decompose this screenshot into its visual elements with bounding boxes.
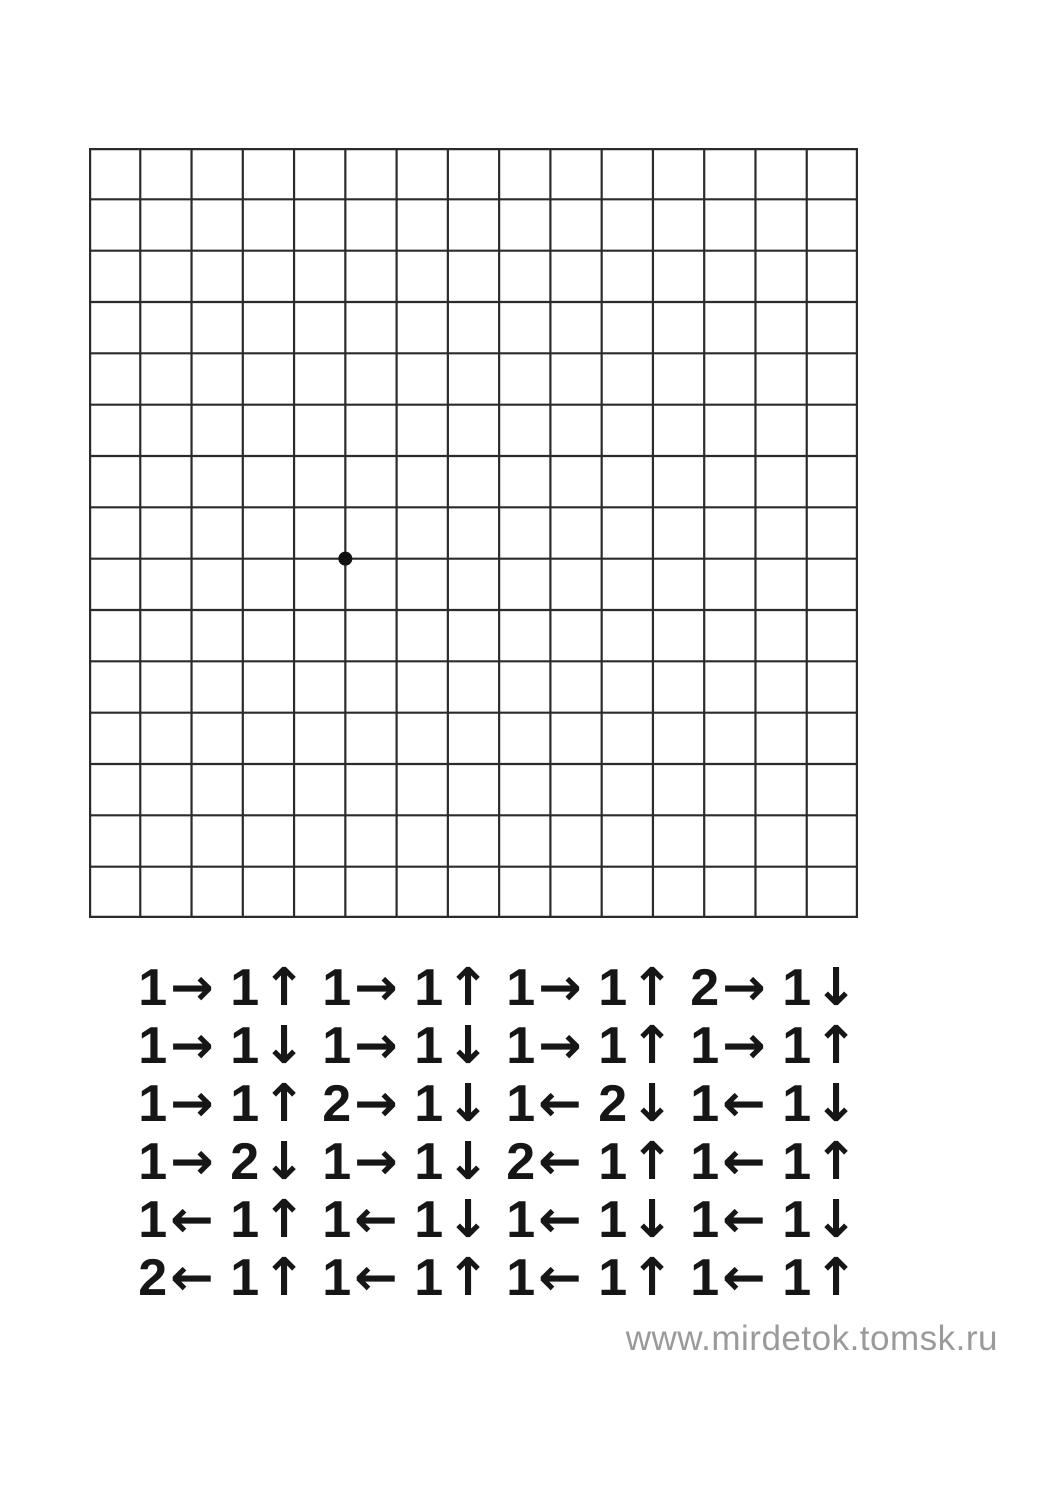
- step-count: 1: [230, 1017, 260, 1075]
- step-count: 1: [414, 1075, 444, 1133]
- direction-arrow-icon: →: [722, 958, 766, 1018]
- step-count: 1: [414, 959, 444, 1017]
- instruction-token: [314, 1017, 406, 1075]
- direction-arrow-icon: ↓: [814, 958, 858, 1018]
- direction-arrow-icon: ↑: [630, 1132, 674, 1192]
- direction-arrow-icon: →: [354, 1016, 398, 1076]
- instruction-token: [774, 1017, 866, 1075]
- direction-arrow-icon: ↑: [814, 1016, 858, 1076]
- drawing-grid: [89, 148, 858, 918]
- step-count: 1: [322, 1133, 352, 1191]
- direction-arrow-icon: ←: [354, 1248, 398, 1308]
- step-count: 1: [322, 959, 352, 1017]
- step-count: 1: [230, 959, 260, 1017]
- step-count: 2: [322, 1075, 352, 1133]
- direction-arrow-icon: ←: [722, 1132, 766, 1192]
- step-count: 1: [782, 1075, 812, 1133]
- direction-arrow-icon: ←: [538, 1190, 582, 1250]
- direction-arrow-icon: →: [170, 1132, 214, 1192]
- direction-arrow-icon: ↓: [814, 1074, 858, 1134]
- instruction-token: [498, 1017, 590, 1075]
- direction-arrow-icon: ←: [722, 1074, 766, 1134]
- instruction-token: [498, 1249, 590, 1307]
- step-count: 2: [506, 1133, 536, 1191]
- direction-arrow-icon: ←: [170, 1248, 214, 1308]
- direction-arrow-icon: ↓: [630, 1190, 674, 1250]
- direction-arrow-icon: ↑: [630, 1016, 674, 1076]
- direction-arrow-icon: ↑: [262, 1074, 306, 1134]
- instruction-token: [406, 1191, 498, 1249]
- instruction-token: [406, 1017, 498, 1075]
- instruction-token: [498, 1191, 590, 1249]
- direction-arrow-icon: →: [170, 1074, 214, 1134]
- instruction-token: [682, 1075, 774, 1133]
- direction-arrow-icon: →: [538, 1016, 582, 1076]
- direction-arrow-icon: ←: [538, 1074, 582, 1134]
- instructions: [130, 959, 866, 1307]
- instruction-token: [222, 1017, 314, 1075]
- direction-arrow-icon: →: [354, 1074, 398, 1134]
- step-count: 1: [506, 1191, 536, 1249]
- direction-arrow-icon: ←: [538, 1248, 582, 1308]
- step-count: 1: [690, 1075, 720, 1133]
- direction-arrow-icon: ←: [170, 1190, 214, 1250]
- step-count: 2: [138, 1249, 168, 1307]
- instruction-token: [406, 1133, 498, 1191]
- direction-arrow-icon: →: [354, 1132, 398, 1192]
- instruction-token: [314, 959, 406, 1017]
- direction-arrow-icon: ↓: [262, 1132, 306, 1192]
- direction-arrow-icon: →: [538, 958, 582, 1018]
- instruction-row: [130, 959, 866, 1017]
- instruction-token: [774, 1249, 866, 1307]
- step-count: 1: [506, 959, 536, 1017]
- direction-arrow-icon: →: [170, 1016, 214, 1076]
- step-count: 1: [690, 1133, 720, 1191]
- direction-arrow-icon: ←: [722, 1248, 766, 1308]
- step-count: 2: [690, 959, 720, 1017]
- instruction-token: [222, 1249, 314, 1307]
- instruction-token: [222, 959, 314, 1017]
- step-count: 1: [598, 1133, 628, 1191]
- direction-arrow-icon: ↑: [630, 1248, 674, 1308]
- step-count: 1: [690, 1017, 720, 1075]
- direction-arrow-icon: ↑: [630, 958, 674, 1018]
- step-count: 1: [782, 1249, 812, 1307]
- instruction-token: [590, 1133, 682, 1191]
- direction-arrow-icon: ↑: [446, 1248, 490, 1308]
- instruction-token: [130, 959, 222, 1017]
- step-count: 1: [506, 1075, 536, 1133]
- direction-arrow-icon: ←: [722, 1190, 766, 1250]
- step-count: 1: [138, 1075, 168, 1133]
- direction-arrow-icon: ↓: [446, 1190, 490, 1250]
- watermark-text: www.mirdetok.tomsk.ru: [625, 1319, 998, 1358]
- direction-arrow-icon: ↑: [814, 1132, 858, 1192]
- step-count: 1: [230, 1249, 260, 1307]
- step-count: 2: [598, 1075, 628, 1133]
- direction-arrow-icon: ↓: [446, 1132, 490, 1192]
- direction-arrow-icon: ↓: [630, 1074, 674, 1134]
- direction-arrow-icon: ↓: [446, 1016, 490, 1076]
- step-count: 1: [138, 1191, 168, 1249]
- instruction-token: [682, 1191, 774, 1249]
- instruction-token: [130, 1075, 222, 1133]
- instruction-token: [222, 1133, 314, 1191]
- direction-arrow-icon: ↑: [814, 1248, 858, 1308]
- direction-arrow-icon: ←: [354, 1190, 398, 1250]
- instruction-token: [222, 1075, 314, 1133]
- step-count: 1: [598, 1191, 628, 1249]
- instruction-token: [682, 959, 774, 1017]
- instruction-token: [590, 959, 682, 1017]
- instruction-token: [590, 1249, 682, 1307]
- instruction-token: [130, 1017, 222, 1075]
- step-count: 1: [138, 1017, 168, 1075]
- step-count: 1: [782, 1133, 812, 1191]
- instruction-token: [406, 1249, 498, 1307]
- instruction-token: [682, 1133, 774, 1191]
- step-count: 1: [598, 959, 628, 1017]
- direction-arrow-icon: ↑: [446, 958, 490, 1018]
- step-count: 1: [598, 1017, 628, 1075]
- step-count: 1: [322, 1249, 352, 1307]
- direction-arrow-icon: →: [354, 958, 398, 1018]
- instruction-token: [498, 1133, 590, 1191]
- instruction-row: [130, 1075, 866, 1133]
- step-count: 1: [414, 1249, 444, 1307]
- instruction-token: [774, 1075, 866, 1133]
- step-count: 1: [782, 1191, 812, 1249]
- step-count: 1: [782, 959, 812, 1017]
- step-count: 1: [506, 1249, 536, 1307]
- step-count: 1: [414, 1191, 444, 1249]
- instruction-token: [314, 1249, 406, 1307]
- instruction-token: [406, 959, 498, 1017]
- instruction-token: [130, 1191, 222, 1249]
- direction-arrow-icon: ↑: [262, 1190, 306, 1250]
- step-count: 1: [690, 1191, 720, 1249]
- step-count: 1: [782, 1017, 812, 1075]
- step-count: 1: [322, 1191, 352, 1249]
- direction-arrow-icon: ↓: [262, 1016, 306, 1076]
- step-count: 1: [322, 1017, 352, 1075]
- step-count: 1: [598, 1249, 628, 1307]
- direction-arrow-icon: ↑: [262, 1248, 306, 1308]
- instruction-token: [314, 1191, 406, 1249]
- instruction-row: [130, 1249, 866, 1307]
- step-count: 1: [138, 1133, 168, 1191]
- instruction-token: [130, 1133, 222, 1191]
- direction-arrow-icon: ↑: [262, 958, 306, 1018]
- step-count: 1: [414, 1133, 444, 1191]
- direction-arrow-icon: ←: [538, 1132, 582, 1192]
- instruction-token: [498, 959, 590, 1017]
- instruction-token: [314, 1133, 406, 1191]
- step-count: 1: [230, 1191, 260, 1249]
- start-dot: [338, 552, 352, 566]
- instruction-row: [130, 1017, 866, 1075]
- instruction-token: [590, 1017, 682, 1075]
- step-count: 1: [138, 959, 168, 1017]
- direction-arrow-icon: →: [722, 1016, 766, 1076]
- direction-arrow-icon: ↓: [446, 1074, 490, 1134]
- instruction-token: [130, 1249, 222, 1307]
- instruction-token: [590, 1191, 682, 1249]
- instruction-token: [774, 1191, 866, 1249]
- instruction-token: [314, 1075, 406, 1133]
- step-count: 1: [230, 1075, 260, 1133]
- instruction-row: [130, 1133, 866, 1191]
- instruction-token: [682, 1017, 774, 1075]
- instruction-token: [774, 959, 866, 1017]
- step-count: 1: [414, 1017, 444, 1075]
- direction-arrow-icon: ↓: [814, 1190, 858, 1250]
- instruction-token: [682, 1249, 774, 1307]
- instruction-token: [498, 1075, 590, 1133]
- step-count: 2: [230, 1133, 260, 1191]
- step-count: 1: [506, 1017, 536, 1075]
- instruction-token: [774, 1133, 866, 1191]
- step-count: 1: [690, 1249, 720, 1307]
- instruction-token: [222, 1191, 314, 1249]
- instruction-row: [130, 1191, 866, 1249]
- instruction-token: [406, 1075, 498, 1133]
- direction-arrow-icon: →: [170, 958, 214, 1018]
- instruction-token: [590, 1075, 682, 1133]
